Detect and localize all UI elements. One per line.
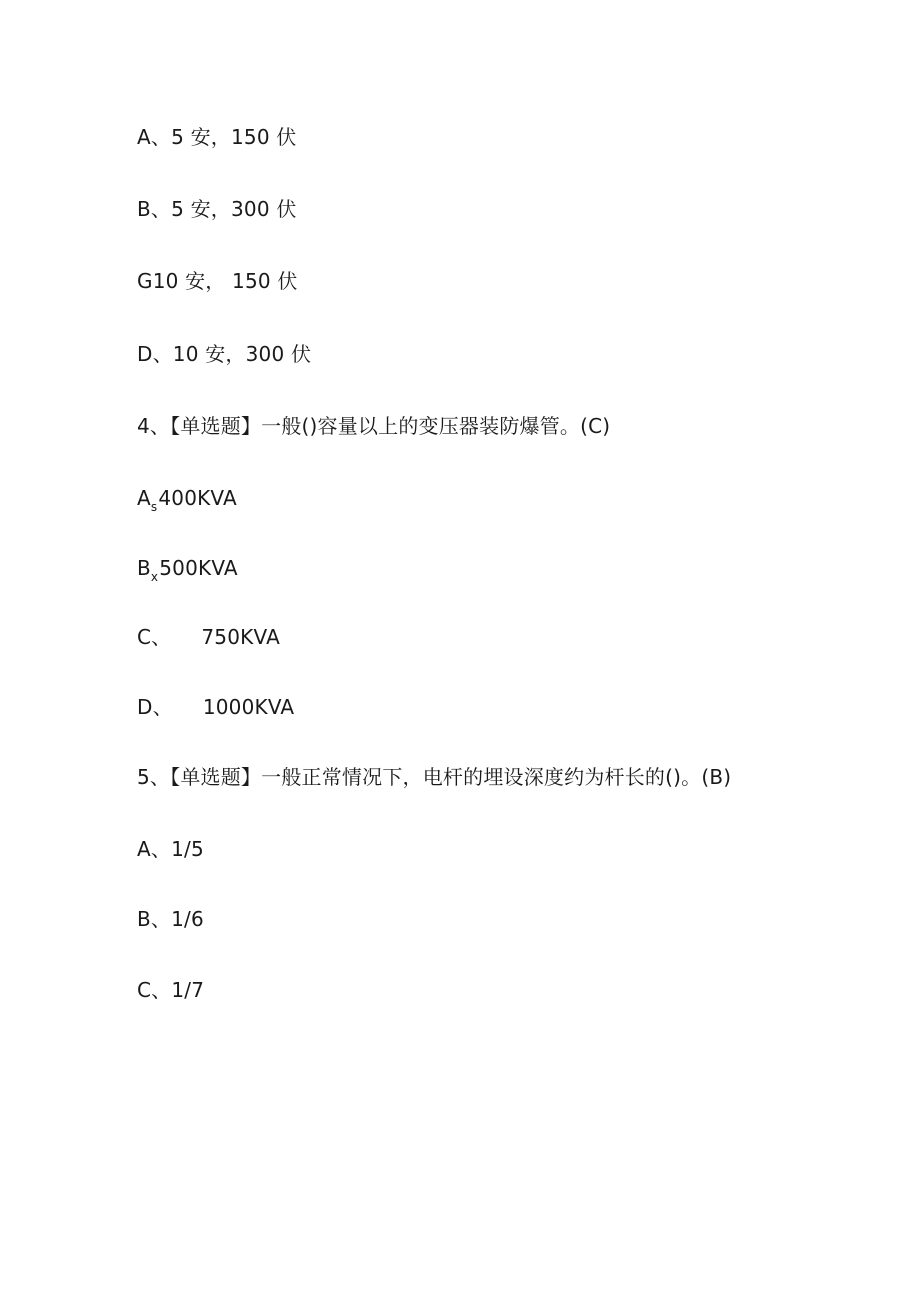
q5-option-a: A、1/5: [137, 837, 204, 861]
q3-option-d: D、10 安，300 伏: [137, 342, 312, 366]
q4-option-a-letter: A: [137, 486, 151, 510]
q3-option-a: A、5 安，150 伏: [137, 125, 297, 149]
q4-option-a-value: 400KVA: [158, 486, 237, 510]
q4-option-c: [137, 624, 280, 650]
q4-question: 4、【单选题】一般()容量以上的变压器装防爆管。(C): [137, 414, 611, 438]
q4-option-b-letter: B: [137, 556, 151, 580]
q5-option-c: C、1/7: [137, 978, 205, 1002]
q4-option-a-sub: s: [150, 500, 158, 514]
q4-option-b: [137, 555, 238, 584]
q3-option-b: B、5 安，300 伏: [137, 197, 297, 221]
q5-question: 5、【单选题】一般正常情况下，电杆的埋设深度约为杆长的()。(B): [137, 765, 732, 789]
q4-option-a: [137, 485, 237, 514]
q4-option-c-prefix: C、: [137, 625, 172, 649]
q4-option-b-sub: x: [150, 570, 159, 584]
q4-option-b-value: 500KVA: [159, 556, 238, 580]
q5-option-b: B、1/6: [137, 907, 204, 931]
q4-option-d: [137, 694, 294, 720]
q4-option-c-value: 750KVA: [201, 625, 280, 649]
q3-option-c: G10 安， 150 伏: [137, 269, 298, 293]
q4-option-d-prefix: D、: [137, 695, 173, 719]
q4-option-d-value: 1000KVA: [202, 695, 295, 719]
